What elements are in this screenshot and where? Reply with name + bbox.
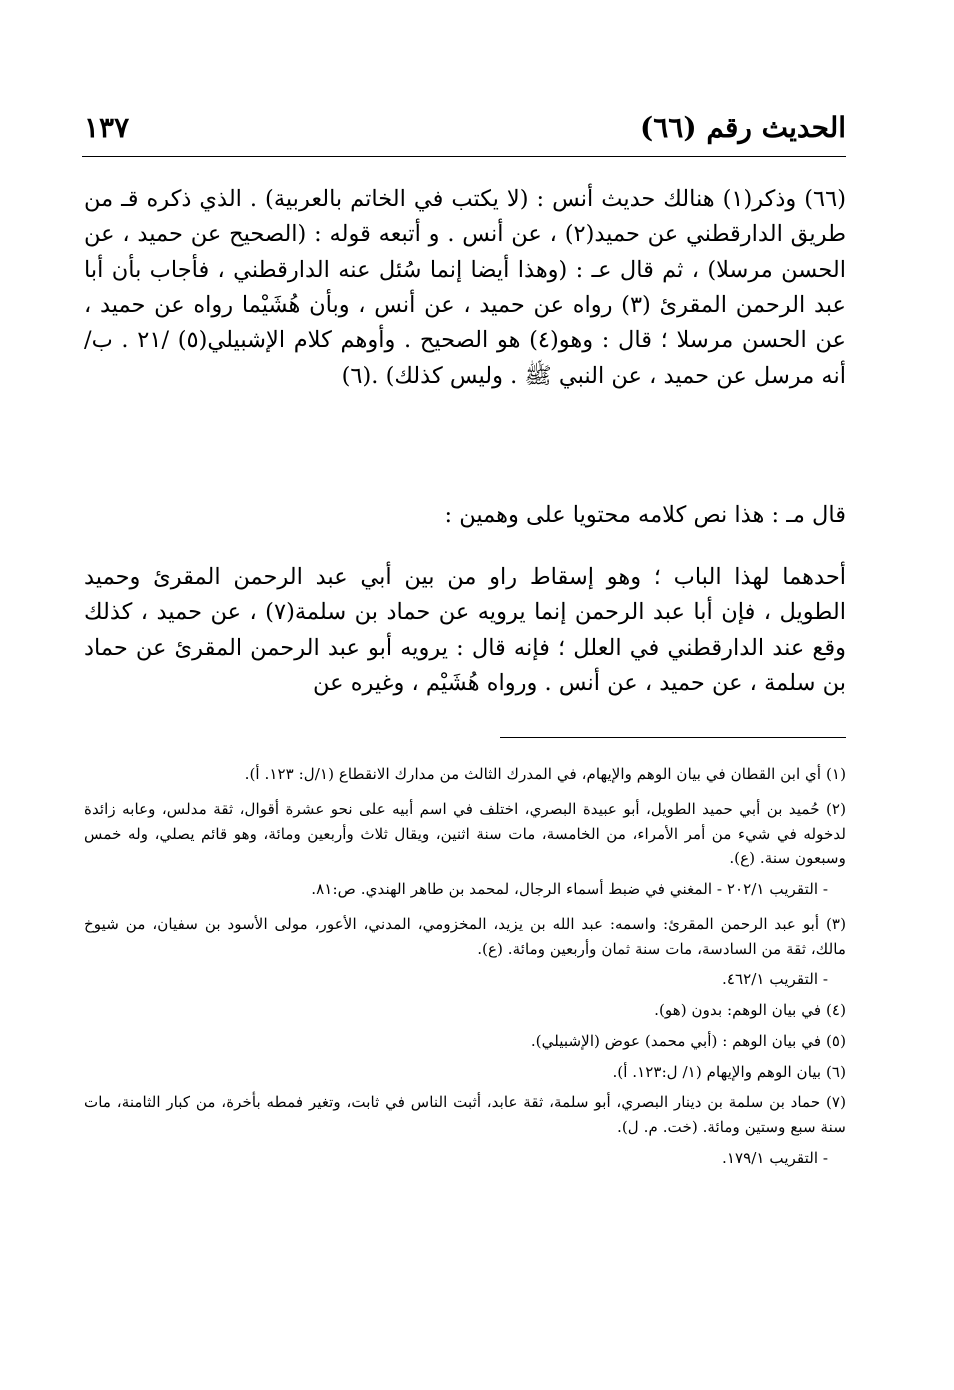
footnotes bbox=[84, 762, 846, 1177]
footnote-3: (٣) أبو عبد الرحمن المقرئ: واسمه: عبد الله بن يزيد، المخزومي، المدني، الأعور، مولى الأسود بن سفيان، من شيوخ مالك، ثقة من السادسة، مات سنة ثمان وأربعين ومائة. (ع). bbox=[84, 914, 846, 958]
hadith-66-paragraph: (٦٦) وذكر(١) هنالك حديث أنس : (لا يكتب في الخاتم بالعربية) . الذي ذكره قـ من طريق الدارقطني عن حميد(٢) ، عن أنس . و أتبعه قوله : (الصحيح عن حميد ، عن الحسن مرسلا) ، ثم قال عـ : (وهذا أيضا إنما سُئل عنه الدارقطني ، فأجاب بأن أبا عبد الرحمن المقرئ (٣) رواه عن حميد ، عن أنس ، وبأن هُشَيْما رواه عن حميد ، عن الحسن مرسلا ؛ قال : وهو(٤) هو الصحيح . وأوهم كلام الإشبيلي(٥) /٢١ . ب/ أنه مرسل عن حميد ، عن النبي ﷺ . وليس كذلك) .(٦) bbox=[84, 186, 846, 389]
body-paragraph-3 bbox=[84, 560, 846, 701]
footnote-6: (٦) بيان الوهم والإيهام (١/ ل:١٢٣. أ). bbox=[612, 1062, 846, 1081]
footnote-2: (٢) حُميد بن أبي حميد الطويل، أبو عبيدة البصري، اختلف في اسم أبيه على نحو عشرة أقوال، ثقة مدلس، وعابه زائدة لدخوله في شيء من أمر الأمراء، من الخامسة، مات سنة اثنين، ويقال ثلاث وأربعين ومائة، وهو قائم يصلي، وله خمس وسبعون سنة. (ع). bbox=[84, 799, 846, 868]
footnote-5: (٥) في بيان الوهم : (أبي محمد) عوض (الإشبيلي). bbox=[530, 1031, 846, 1050]
footnote-7-source: - التقريب ١٧٩/١. bbox=[722, 1148, 828, 1167]
footnote-2-source: - التقريب ٢٠٢/١ - المغني في ضبط أسماء الرجال، لمحمد بن طاهر الهندي. ص:٨١. bbox=[311, 880, 828, 899]
footnote-4: (٤) في بيان الوهم: بدون (هو). bbox=[654, 1001, 846, 1020]
page-header bbox=[84, 102, 846, 152]
footnote-1: (١) أي ابن القطان في بيان الوهم والإيهام، في المدرك الثالث من مدارك الانقطاع (١/ل: ١٢٣. أ). bbox=[244, 765, 846, 783]
body-paragraph-1 bbox=[84, 182, 846, 394]
first-error-paragraph: أحدهما لهذا الباب ؛ وهو إسقاط راو من بين أبي عبد الرحمن المقرئ وحميد الطويل ، فإن أبا عبد الرحمن إنما يرويه عن حماد بن سلمة(٧) ، عن حميد ، كذلك وقع عند الدارقطني في العلل ؛ فإنه قال : يرويه أبو عبد الرحمن المقرئ عن حماد بن سلمة ، عن حميد ، عن أنس . ورواه هُشَيْم ، وغيره عن bbox=[84, 564, 846, 696]
author-remark-paragraph: قال مـ : هذا نص كلامه محتويا على وهمين : bbox=[444, 502, 846, 528]
header-rule bbox=[82, 156, 846, 157]
body-paragraph-2 bbox=[84, 498, 846, 533]
page-number: ١٣٧ bbox=[84, 110, 130, 144]
footnote-7: (٧) حماد بن سلمة بن دينار البصري، أبو سلمة، ثقة عابد، أثبت الناس في ثابت، وتغير فمطه بأخرة، من كبار الثامنة، مات سنة سبع وستين ومائة. (خت. م. ل). bbox=[84, 1093, 846, 1137]
footnote-separator bbox=[500, 737, 846, 738]
footnote-3-source: - التقريب ٤٦٢/١. bbox=[722, 970, 828, 989]
running-head: الحديث رقم (٦٦) bbox=[640, 110, 846, 144]
